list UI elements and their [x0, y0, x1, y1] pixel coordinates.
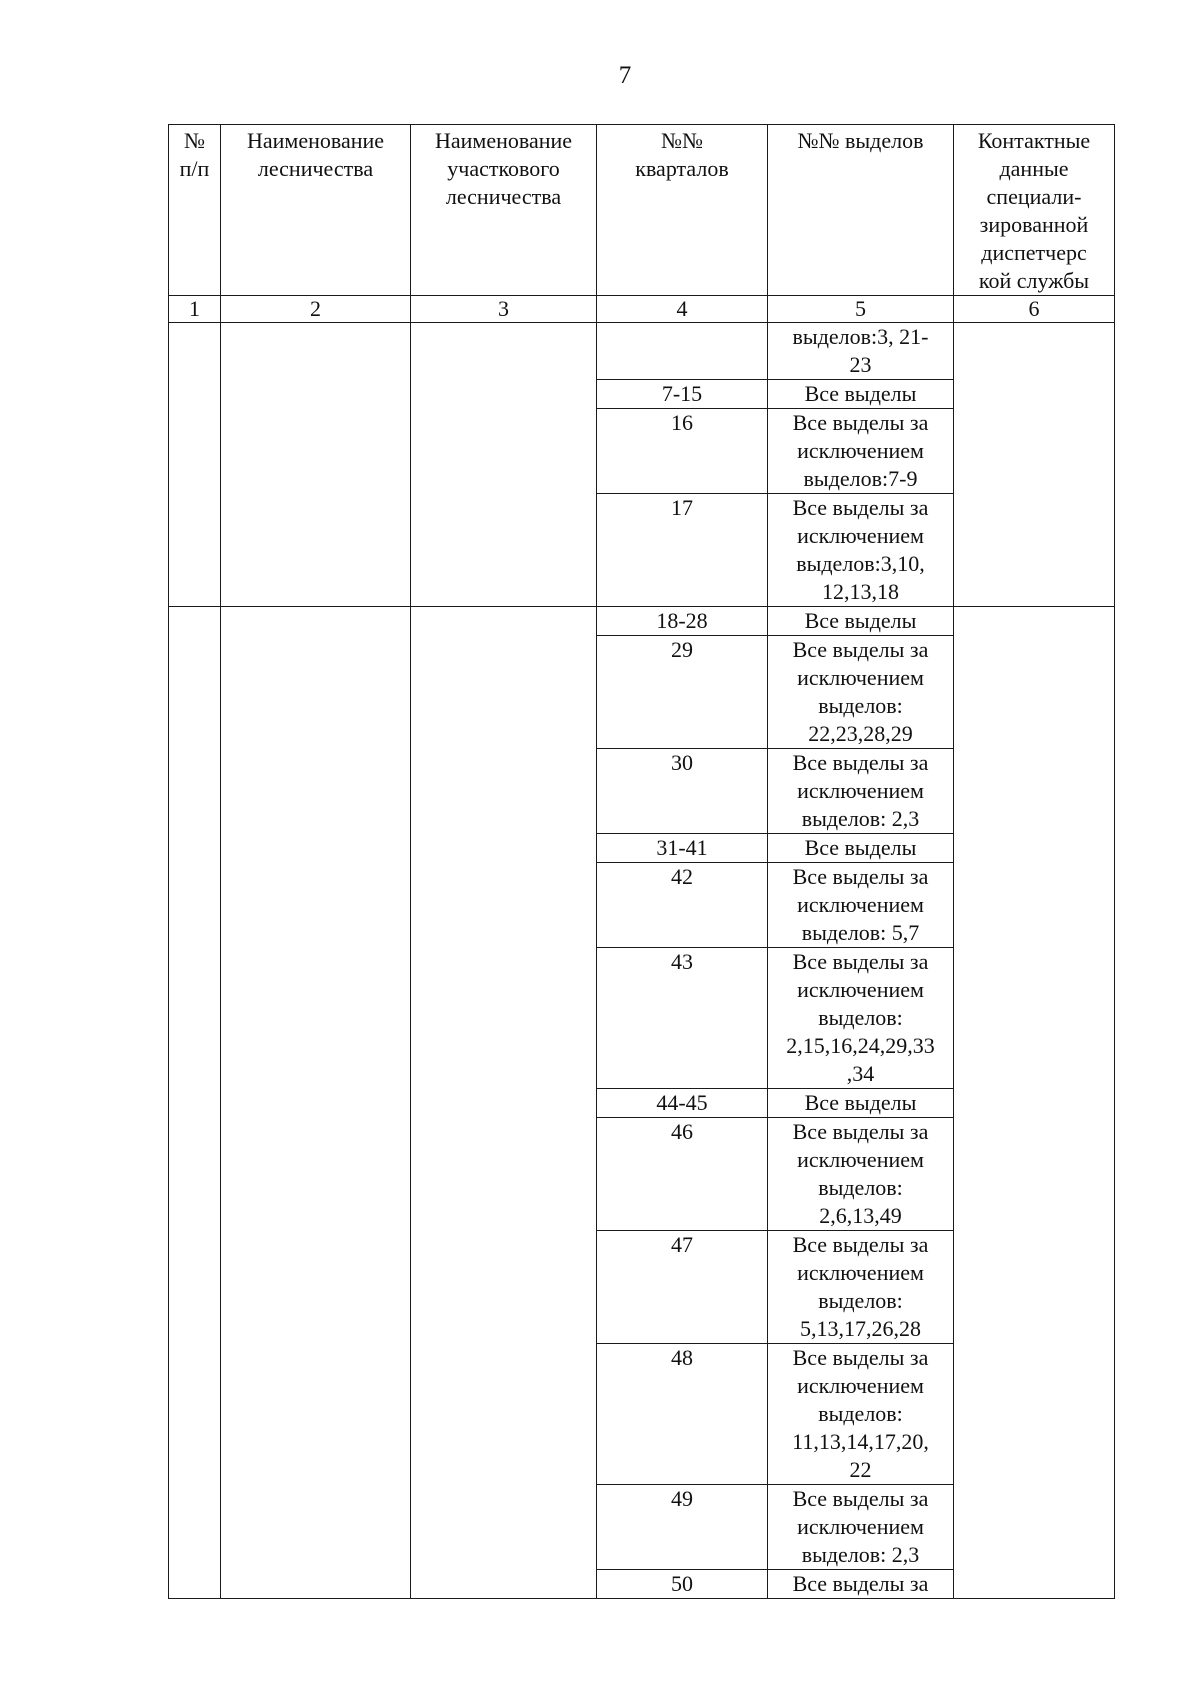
header-index: [169, 125, 221, 296]
quarters-cell: 17: [597, 494, 768, 607]
column-number: 4: [597, 296, 768, 323]
column-number: 2: [221, 296, 411, 323]
plots-cell: Все выделы за исключением выделов: 2,15,16,24,29,33 ,34: [768, 948, 954, 1089]
header-dispatch-contacts-text: Контактные данные специали- зированной диспетчерс кой службы: [977, 128, 1091, 293]
quarters-cell: 42: [597, 863, 768, 948]
page-number: 7: [618, 62, 632, 89]
plots-cell: Все выделы за: [768, 1570, 954, 1599]
column-number: 6: [954, 296, 1115, 323]
header-quarters-text: №№ кварталов: [635, 128, 729, 181]
plots-cell: выделов:3, 21- 23: [768, 323, 954, 380]
column-number: 5: [768, 296, 954, 323]
quarters-cell: 50: [597, 1570, 768, 1599]
plots-cell: Все выделы: [768, 834, 954, 863]
column-number-row: [169, 296, 1115, 323]
plots-cell: Все выделы за исключением выделов:7-9: [768, 409, 954, 494]
plots-cell: Все выделы за исключением выделов: 5,7: [768, 863, 954, 948]
district-forestry-cell: [411, 323, 597, 607]
index-cell: [169, 323, 221, 607]
plots-cell: Все выделы за исключением выделов: 11,13,14,17,20, 22: [768, 1344, 954, 1485]
table-row: [169, 323, 1115, 380]
quarters-cell: 18-28: [597, 607, 768, 636]
quarters-cell: 7-15: [597, 380, 768, 409]
header-quarters: [597, 125, 768, 296]
header-district-forestry-text: Наименование участкового лесничества: [434, 128, 573, 209]
plots-cell: Все выделы: [768, 607, 954, 636]
quarters-cell: 49: [597, 1485, 768, 1570]
header-plots: [768, 125, 954, 296]
header-row: [169, 125, 1115, 296]
quarters-cell: 46: [597, 1118, 768, 1231]
quarters-cell: 48: [597, 1344, 768, 1485]
forestry-cell: [221, 607, 411, 1599]
quarters-cell: 43: [597, 948, 768, 1089]
plots-cell: Все выделы за исключением выделов: 2,3: [768, 749, 954, 834]
quarters-cell: 47: [597, 1231, 768, 1344]
plots-cell: Все выделы: [768, 380, 954, 409]
column-number: 3: [411, 296, 597, 323]
quarters-cell: 29: [597, 636, 768, 749]
header-district-forestry: [411, 125, 597, 296]
header-forestry: [221, 125, 411, 296]
quarters-cell: [597, 323, 768, 380]
plots-cell: Все выделы за исключением выделов: 22,23,28,29: [768, 636, 954, 749]
index-cell: [169, 607, 221, 1599]
quarters-cell: 31-41: [597, 834, 768, 863]
dispatch-contacts-cell: [954, 323, 1115, 607]
forestry-cell: [221, 323, 411, 607]
plots-cell: Все выделы за исключением выделов:3,10, 12,13,18: [768, 494, 954, 607]
quarters-cell: 44-45: [597, 1089, 768, 1118]
plots-cell: Все выделы: [768, 1089, 954, 1118]
column-number: 1: [169, 296, 221, 323]
header-plots-text: №№ выделов: [797, 128, 924, 153]
table-row: [169, 607, 1115, 636]
table-body: [169, 323, 1115, 1599]
forestry-table: [168, 124, 1115, 1599]
header-dispatch-contacts: [954, 125, 1115, 296]
plots-cell: Все выделы за исключением выделов: 2,3: [768, 1485, 954, 1570]
header-index-text: № п/п: [179, 128, 210, 181]
plots-cell: Все выделы за исключением выделов: 5,13,17,26,28: [768, 1231, 954, 1344]
header-forestry-text: Наименование лесничества: [246, 128, 385, 181]
plots-cell: Все выделы за исключением выделов: 2,6,13,49: [768, 1118, 954, 1231]
district-forestry-cell: [411, 607, 597, 1599]
dispatch-contacts-cell: [954, 607, 1115, 1599]
quarters-cell: 30: [597, 749, 768, 834]
quarters-cell: 16: [597, 409, 768, 494]
